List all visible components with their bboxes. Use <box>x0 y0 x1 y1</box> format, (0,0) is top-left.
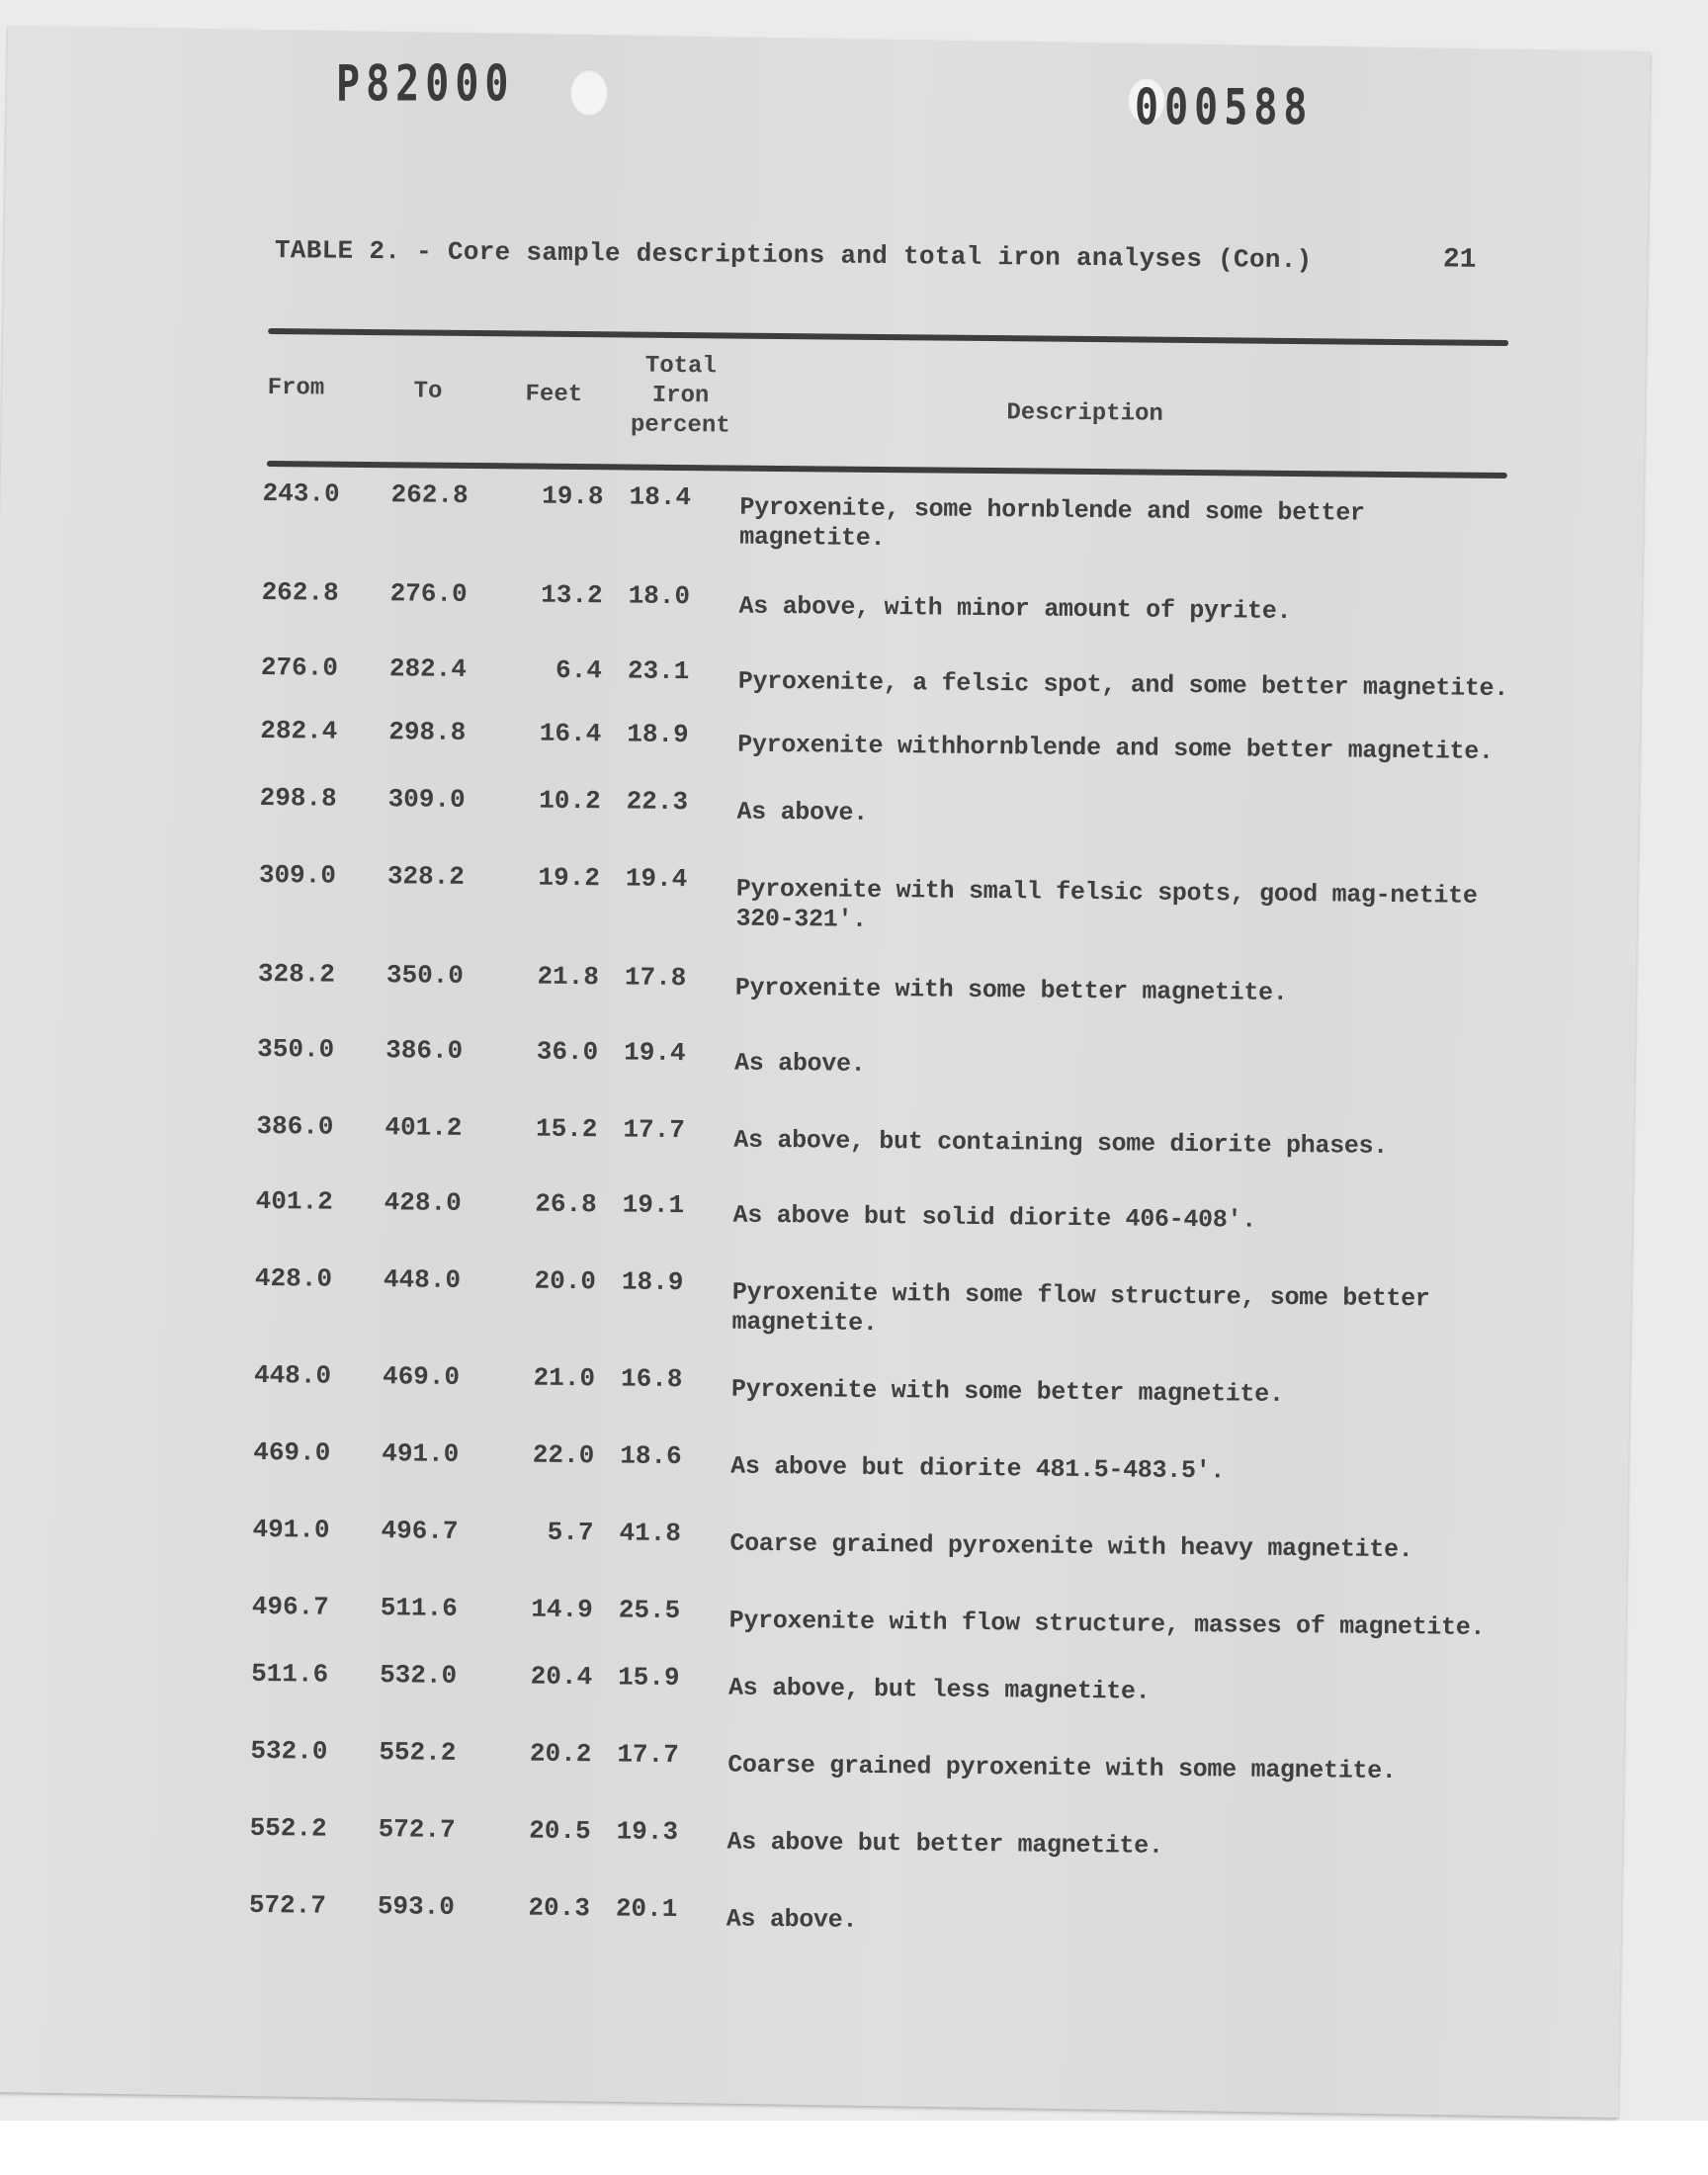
cell-to: 552.2 <box>379 1737 457 1768</box>
table-row <box>256 1111 1521 1163</box>
cell-feet: 6.4 <box>555 654 603 686</box>
cell-total-iron: 18.9 <box>621 1266 684 1298</box>
cell-description: As above. <box>736 797 869 827</box>
cell-description: Pyroxenite withhornblende and some better magnetite. <box>737 730 1494 766</box>
cell-from: 491.0 <box>252 1514 330 1545</box>
cell-total-iron: 17.7 <box>623 1114 686 1146</box>
table-row <box>257 1034 1522 1086</box>
cell-from: 552.2 <box>249 1812 327 1844</box>
cell-description: As above but better magnetite. <box>726 1827 1163 1861</box>
cell-to: 350.0 <box>385 960 465 991</box>
cell-description: Pyroxenite with some better magnetite. <box>734 973 1288 1007</box>
cell-to: 282.4 <box>388 653 468 684</box>
cell-description: Coarse grained pyroxenite with heavy magnetite. <box>729 1528 1413 1565</box>
cell-description: Coarse grained pyroxenite with some magnetite. <box>727 1750 1397 1786</box>
table-row <box>251 1659 1516 1710</box>
page-number: 21 <box>1442 244 1477 276</box>
cell-feet: 19.8 <box>542 480 604 512</box>
cell-from: 282.4 <box>260 715 338 746</box>
cell-total-iron: 18.6 <box>620 1440 682 1472</box>
column-header-total-iron-line2: Iron <box>651 382 710 410</box>
table-row <box>255 1186 1520 1238</box>
cell-description: Pyroxenite with some better magnetite. <box>730 1374 1284 1409</box>
cell-description: As above, but containing some diorite phases. <box>733 1125 1389 1161</box>
cell-total-iron: 15.9 <box>617 1662 680 1694</box>
table-row <box>249 1890 1514 1942</box>
cell-feet: 26.8 <box>535 1188 597 1220</box>
cell-total-iron: 41.8 <box>619 1518 682 1549</box>
cell-to: 532.0 <box>379 1660 458 1691</box>
cell-description: Pyroxenite, a felsic spot, and some better magnetite. <box>737 666 1509 704</box>
table-row <box>259 783 1524 834</box>
cell-feet: 5.7 <box>547 1517 594 1548</box>
cell-from: 511.6 <box>251 1658 329 1690</box>
table-title: TABLE 2. - Core sample descriptions and total iron analyses (Con.) <box>274 235 1313 276</box>
table-top-rule <box>268 328 1508 346</box>
cell-from: 298.8 <box>259 782 337 814</box>
cell-total-iron: 19.1 <box>622 1189 685 1221</box>
cell-from: 276.0 <box>260 652 339 683</box>
cell-from: 448.0 <box>253 1359 332 1391</box>
cell-to: 276.0 <box>389 578 468 609</box>
cell-total-iron: 18.4 <box>629 481 692 513</box>
cell-from: 428.0 <box>254 1262 333 1294</box>
cell-from: 350.0 <box>257 1033 335 1065</box>
cell-feet: 20.2 <box>529 1738 592 1770</box>
column-header-description: Description <box>1006 399 1163 428</box>
cell-description: As above. <box>726 1904 858 1935</box>
table-row <box>254 1360 1519 1412</box>
cell-feet: 10.2 <box>539 785 601 817</box>
cell-from: 572.7 <box>248 1889 327 1921</box>
cell-from: 532.0 <box>250 1735 328 1767</box>
document-stamp-right: 000588 <box>1135 79 1314 136</box>
table-row <box>250 1736 1515 1787</box>
table-row <box>253 1437 1518 1489</box>
cell-description: Pyroxenite, some hornblende and some better magnetite. <box>739 492 1365 554</box>
table-row <box>262 478 1528 560</box>
cell-from: 386.0 <box>256 1110 334 1142</box>
table-row <box>258 860 1524 941</box>
cell-to: 328.2 <box>386 861 466 892</box>
cell-total-iron: 18.0 <box>628 580 691 612</box>
cell-feet: 20.0 <box>534 1265 597 1297</box>
cell-to: 593.0 <box>377 1891 456 1922</box>
table-row <box>252 1592 1517 1643</box>
cell-to: 309.0 <box>387 784 466 815</box>
cell-description: Pyroxenite with small felsic spots, good mag-netite 320-321'. <box>735 874 1478 934</box>
cell-description: As above. <box>733 1048 866 1079</box>
cell-total-iron: 19.4 <box>624 1037 686 1069</box>
cell-feet: 20.3 <box>528 1892 591 1924</box>
cell-feet: 14.9 <box>531 1594 593 1625</box>
cell-total-iron: 23.1 <box>627 655 690 687</box>
cell-to: 496.7 <box>381 1516 459 1546</box>
table-body <box>249 471 1528 1942</box>
cell-to: 572.7 <box>378 1814 456 1845</box>
cell-feet: 13.2 <box>541 579 603 611</box>
cell-to: 448.0 <box>383 1264 462 1295</box>
table-row <box>258 959 1523 1010</box>
cell-description: Pyroxenite with some flow structure, some better magnetite. <box>731 1277 1430 1338</box>
cell-to: 262.8 <box>390 479 469 510</box>
table-row <box>261 652 1526 704</box>
table-row <box>252 1515 1517 1566</box>
cell-from: 469.0 <box>253 1436 331 1468</box>
cell-description: As above but solid diorite 406-408'. <box>732 1200 1257 1235</box>
cell-to: 511.6 <box>380 1593 458 1623</box>
cell-to: 491.0 <box>382 1438 460 1469</box>
cell-to: 469.0 <box>382 1361 461 1392</box>
cell-feet: 15.2 <box>535 1113 598 1145</box>
cell-description: As above, but less magnetite. <box>727 1673 1151 1706</box>
cell-total-iron: 16.8 <box>620 1363 683 1395</box>
column-header-feet: Feet <box>525 381 583 409</box>
cell-description: Pyroxenite with flow structure, masses of magnetite. <box>728 1606 1486 1642</box>
cell-total-iron: 19.3 <box>616 1816 679 1848</box>
cell-total-iron: 17.8 <box>624 962 687 994</box>
cell-from: 262.8 <box>261 576 339 608</box>
cell-from: 496.7 <box>251 1591 329 1622</box>
table-row <box>249 1813 1514 1865</box>
column-header-from: From <box>267 375 325 402</box>
cell-total-iron: 25.5 <box>618 1595 681 1626</box>
table-row <box>261 577 1526 629</box>
cell-description: As above, with minor amount of pyrite. <box>738 591 1292 626</box>
cell-feet: 20.5 <box>529 1815 591 1847</box>
cell-from: 328.2 <box>257 958 336 990</box>
cell-total-iron: 17.7 <box>617 1739 679 1771</box>
column-header-total-iron <box>621 351 740 441</box>
cell-to: 386.0 <box>385 1035 464 1066</box>
cell-feet: 36.0 <box>536 1036 599 1068</box>
cell-total-iron: 22.3 <box>626 786 689 818</box>
cell-to: 298.8 <box>388 717 467 747</box>
table-row <box>260 716 1525 767</box>
cell-total-iron: 19.4 <box>625 863 688 895</box>
cell-feet: 22.0 <box>532 1439 595 1471</box>
cell-feet: 16.4 <box>539 718 602 749</box>
cell-feet: 21.0 <box>533 1362 596 1394</box>
cell-total-iron: 20.1 <box>615 1893 678 1925</box>
cell-from: 243.0 <box>262 478 340 509</box>
cell-from: 309.0 <box>258 859 337 891</box>
cell-description: As above but diorite 481.5-483.5'. <box>730 1451 1226 1486</box>
cell-total-iron: 18.9 <box>627 719 689 750</box>
column-header-to: To <box>413 378 443 405</box>
cell-to: 428.0 <box>384 1187 462 1218</box>
document-stamp-left: P82000 <box>336 55 515 113</box>
cell-feet: 20.4 <box>530 1661 593 1693</box>
column-header-total-iron-line1: Total <box>644 352 717 381</box>
cell-feet: 21.8 <box>537 961 600 993</box>
table-row <box>254 1263 1520 1345</box>
cell-feet: 19.2 <box>538 862 601 894</box>
cell-from: 401.2 <box>255 1185 333 1217</box>
cell-to: 401.2 <box>384 1112 463 1143</box>
column-header-total-iron-line3: percent <box>630 411 730 440</box>
